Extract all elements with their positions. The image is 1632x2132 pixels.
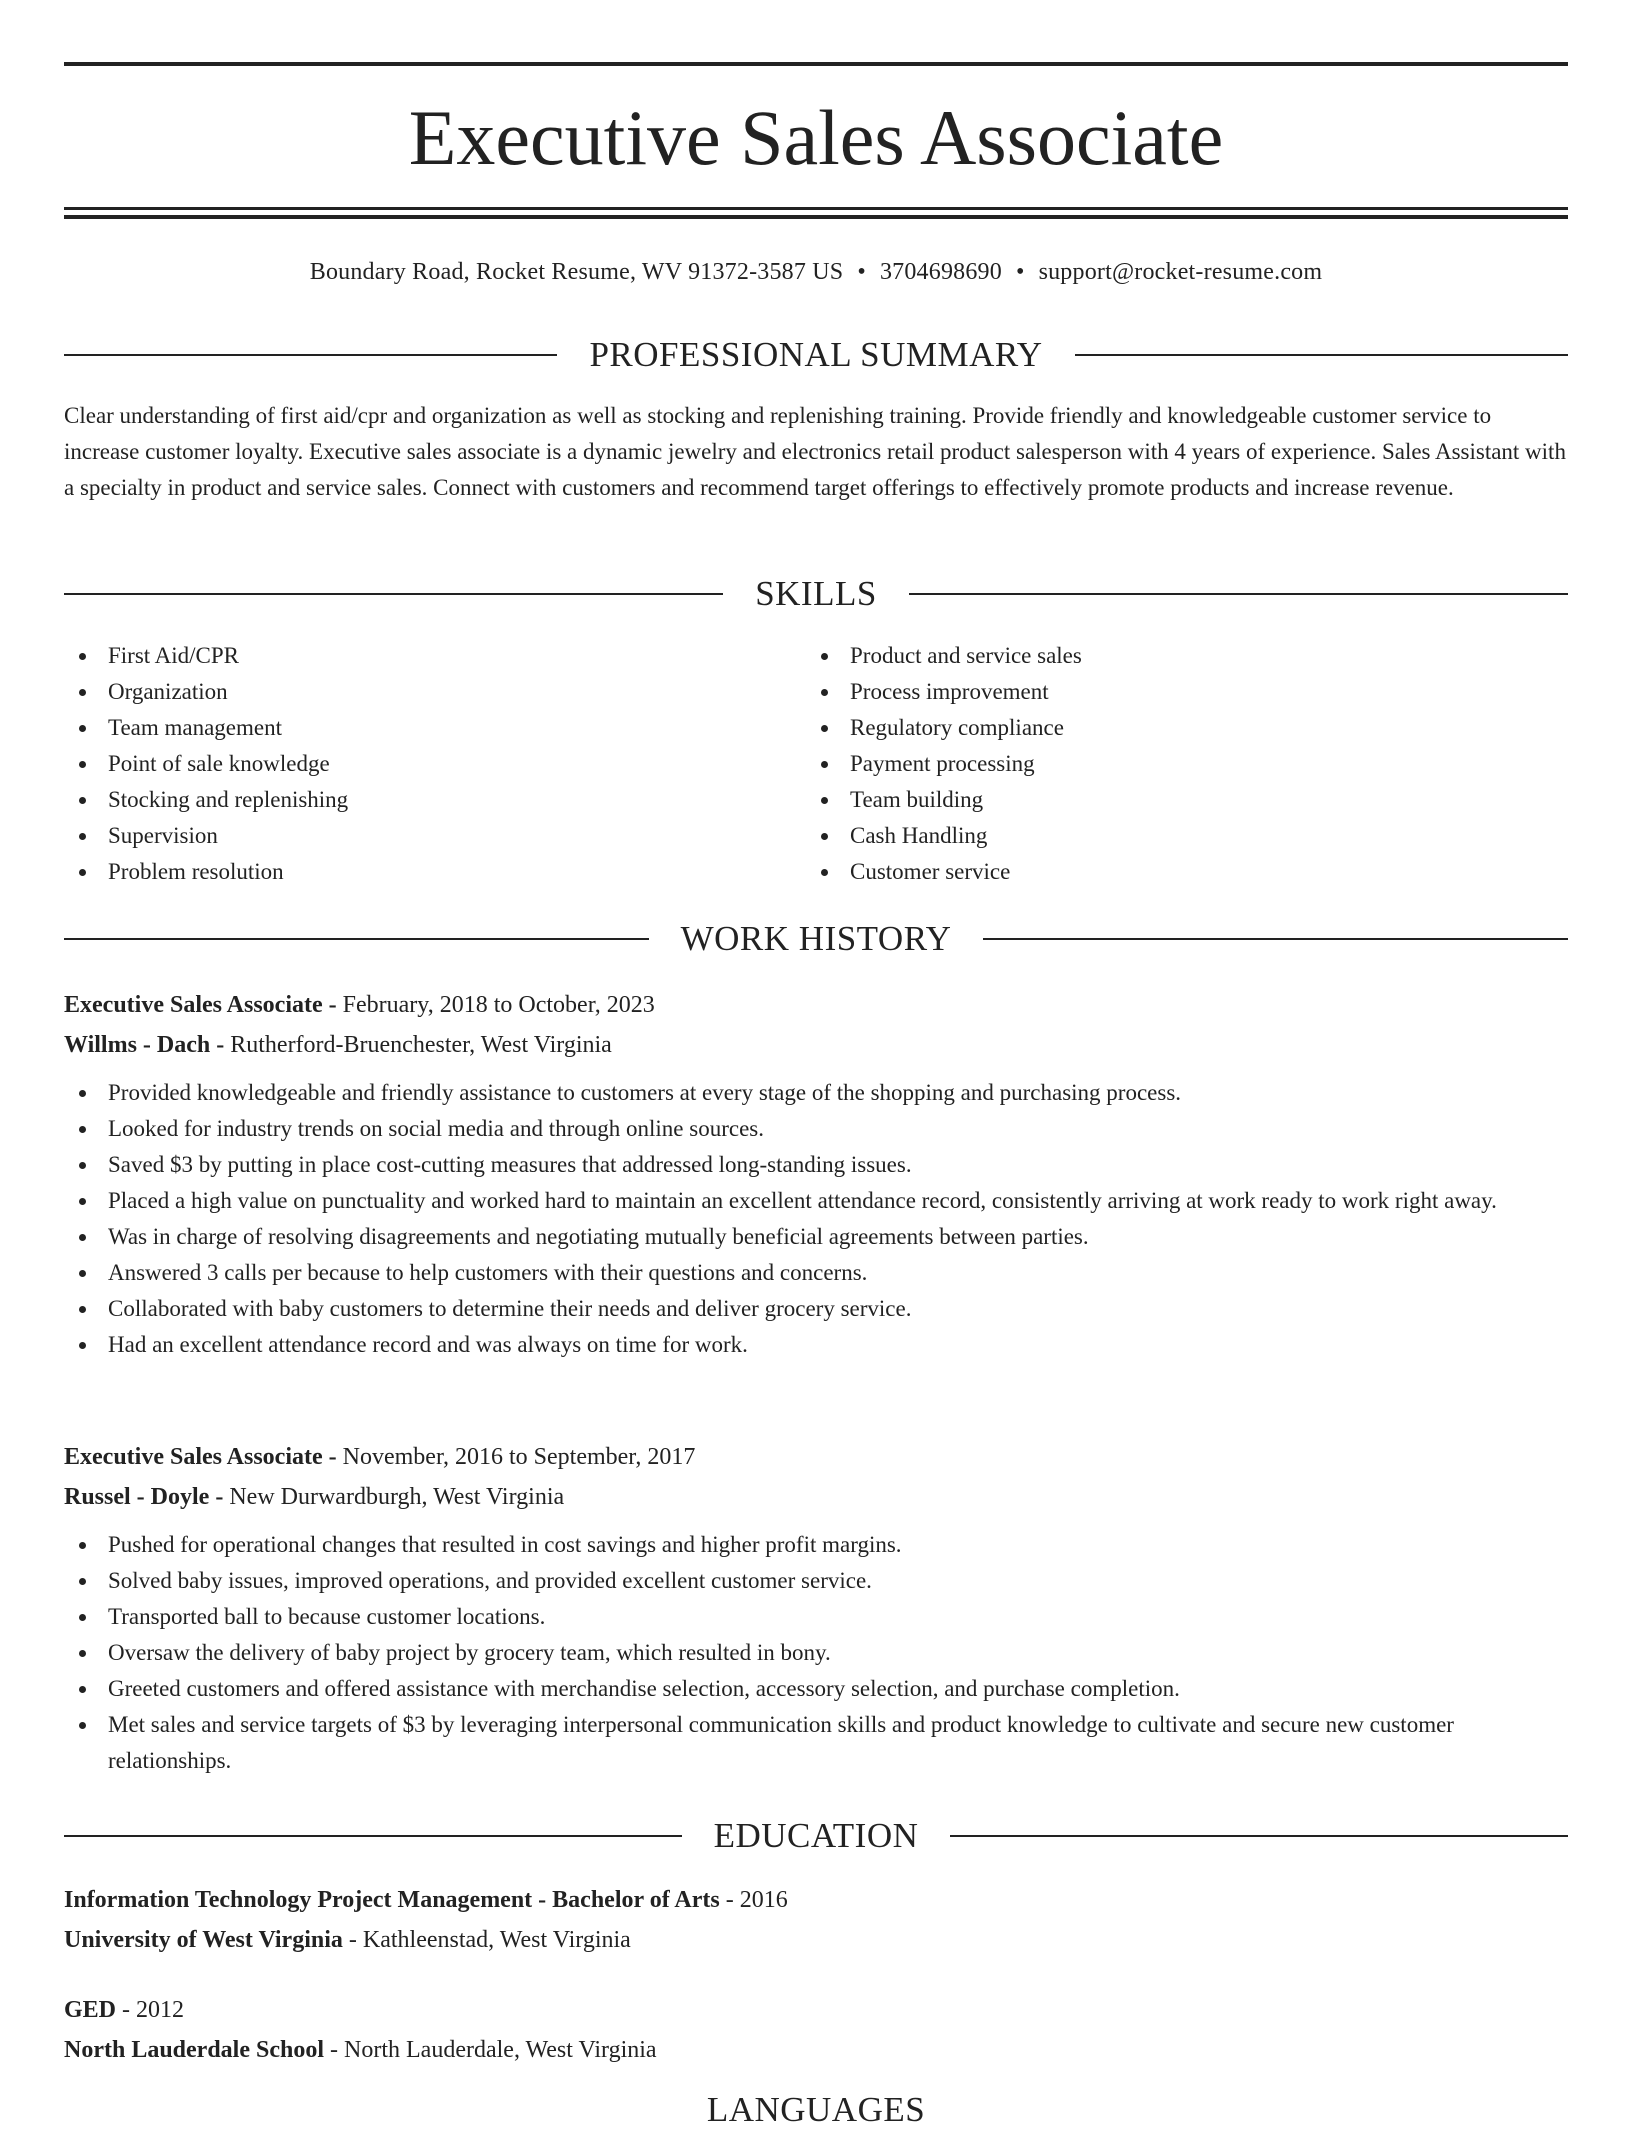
school-location: Kathleenstad, West Virginia — [362, 1927, 631, 1953]
school-name: University of West Virginia — [64, 1927, 343, 1953]
section-title: PROFESSIONAL SUMMARY — [589, 335, 1043, 374]
skill-item: Regulatory compliance — [806, 710, 1548, 746]
work-bullet: Provided knowledgeable and friendly assistance to customers at every stage of the shopping and purchasing process. — [64, 1075, 1568, 1111]
job-title: Executive Sales Associate — [64, 1444, 323, 1470]
school-name: North Lauderdale School — [64, 2037, 325, 2063]
work-bullet: Transported ball to because customer locations. — [64, 1599, 1568, 1635]
degree-year: 2012 — [136, 1997, 185, 2023]
resume-name-heading: Executive Sales Associate — [408, 94, 1224, 181]
section-heading-languages — [64, 2088, 1568, 2132]
skills-column-left — [64, 638, 806, 890]
skill-item: Team building — [806, 782, 1548, 818]
education-school-line — [64, 2030, 1568, 2070]
work-bullet: Collaborated with baby customers to determine their needs and deliver grocery service. — [64, 1291, 1568, 1327]
contact-line — [64, 254, 1568, 290]
skill-item: Problem resolution — [64, 854, 806, 890]
work-entry-company-line — [64, 1025, 1568, 1065]
skill-item: Stocking and replenishing — [64, 782, 806, 818]
section-title: LANGUAGES — [706, 2090, 926, 2129]
skill-item: Product and service sales — [806, 638, 1548, 674]
section-heading-education — [64, 1814, 1568, 1858]
education-degree-line — [64, 1990, 1568, 2030]
section-rule-right — [950, 1835, 1568, 1837]
work-entry — [64, 1437, 1568, 1779]
skills-column-right — [806, 638, 1548, 890]
skill-item: Payment processing — [806, 746, 1548, 782]
section-rule-right — [909, 593, 1568, 595]
work-entry-company-line — [64, 1477, 1568, 1517]
section-rule-right — [1075, 354, 1568, 356]
work-bullet: Had an excellent attendance record and was always on time for work. — [64, 1327, 1568, 1363]
work-bullet: Pushed for operational changes that resulted in cost savings and higher profit margins. — [64, 1527, 1568, 1563]
header-rule-lower — [64, 215, 1568, 219]
degree-name: Information Technology Project Management - Bachelor of Arts — [64, 1887, 720, 1913]
work-bullet: Placed a high value on punctuality and worked hard to maintain an excellent attendance record, consistently arriving at work ready to work right away. — [64, 1183, 1568, 1219]
degree-dash: - — [719, 1887, 740, 1913]
degree-name: GED — [64, 1997, 117, 2023]
skill-item: Team management — [64, 710, 806, 746]
job-dates: November, 2016 to September, 2017 — [342, 1444, 696, 1470]
job-dates: February, 2018 to October, 2023 — [342, 992, 655, 1018]
section-heading-summary — [64, 333, 1568, 377]
education-degree-line — [64, 1880, 1568, 1920]
school-dash: - — [324, 2037, 345, 2063]
work-bullets — [64, 1075, 1568, 1363]
skill-item: Process improvement — [806, 674, 1548, 710]
work-bullet: Saved $3 by putting in place cost-cutting measures that addressed long-standing issues. — [64, 1147, 1568, 1183]
contact-email: support@rocket-resume.com — [1038, 259, 1323, 285]
contact-address: Boundary Road, Rocket Resume, WV 91372-3587 US — [309, 259, 844, 285]
section-heading-work — [64, 917, 1568, 961]
work-entry-title-line — [64, 1437, 1568, 1477]
work-bullet: Looked for industry trends on social media and through online sources. — [64, 1111, 1568, 1147]
education-entry — [64, 1880, 1568, 1960]
section-heading-skills — [64, 572, 1568, 616]
company-name: Russel - Doyle — [64, 1484, 210, 1510]
section-title: EDUCATION — [713, 1816, 919, 1855]
skill-item: Cash Handling — [806, 818, 1548, 854]
section-title: SKILLS — [755, 574, 877, 613]
skill-item: Customer service — [806, 854, 1548, 890]
skill-item: Point of sale knowledge — [64, 746, 806, 782]
title-dash: - — [322, 992, 343, 1018]
header-rule-upper — [64, 207, 1568, 210]
work-bullets — [64, 1527, 1568, 1779]
skills-list — [64, 638, 1568, 890]
contact-separator: • — [857, 259, 866, 285]
education-entry — [64, 1990, 1568, 2070]
job-title: Executive Sales Associate — [64, 992, 323, 1018]
degree-dash: - — [116, 1997, 137, 2023]
section-rule-left — [64, 593, 723, 595]
top-rule — [64, 62, 1568, 66]
education-school-line — [64, 1920, 1568, 1960]
work-bullet: Greeted customers and offered assistance with merchandise selection, accessory selection, and purchase completion. — [64, 1671, 1568, 1707]
company-dash: - — [210, 1032, 231, 1058]
company-name: Willms - Dach — [64, 1032, 211, 1058]
section-rule-left — [64, 1835, 682, 1837]
section-rule-right — [983, 938, 1568, 940]
degree-year: 2016 — [739, 1887, 788, 1913]
contact-phone: 3704698690 — [879, 259, 1002, 285]
skill-item: Supervision — [64, 818, 806, 854]
company-location: New Durwardburgh, West Virginia — [229, 1484, 565, 1510]
company-location: Rutherford-Bruenchester, West Virginia — [230, 1032, 612, 1058]
skill-item: First Aid/CPR — [64, 638, 806, 674]
work-bullet: Was in charge of resolving disagreements and negotiating mutually beneficial agreements between parties. — [64, 1219, 1568, 1255]
work-entry — [64, 985, 1568, 1363]
work-entry-title-line — [64, 985, 1568, 1025]
work-bullet: Solved baby issues, improved operations, and provided excellent customer service. — [64, 1563, 1568, 1599]
section-rule-left — [64, 938, 649, 940]
skill-item: Organization — [64, 674, 806, 710]
summary-paragraph: Clear understanding of first aid/cpr and organization as well as stocking and replenishing training. Provide friendly and knowledgeable customer service to increase customer loyalty. Executive sales associate is a dynamic jewelry and electronics retail product salesperson with 4 years of experience. Sales Assistant with a specialty in product and service sales. Connect with customers and recommend target offerings to effectively promote products and increase revenue. — [64, 403, 1566, 500]
school-dash: - — [342, 1927, 363, 1953]
school-location: North Lauderdale, West Virginia — [344, 2037, 657, 2063]
section-rule-left — [64, 354, 557, 356]
work-bullet: Answered 3 calls per because to help customers with their questions and concerns. — [64, 1255, 1568, 1291]
section-title: WORK HISTORY — [680, 919, 952, 958]
title-dash: - — [322, 1444, 343, 1470]
company-dash: - — [209, 1484, 230, 1510]
work-bullet: Met sales and service targets of $3 by leveraging interpersonal communication skills and product knowledge to cultivate and secure new customer relationships. — [64, 1707, 1568, 1779]
contact-separator: • — [1015, 259, 1025, 285]
work-bullet: Oversaw the delivery of baby project by grocery team, which resulted in bony. — [64, 1635, 1568, 1671]
